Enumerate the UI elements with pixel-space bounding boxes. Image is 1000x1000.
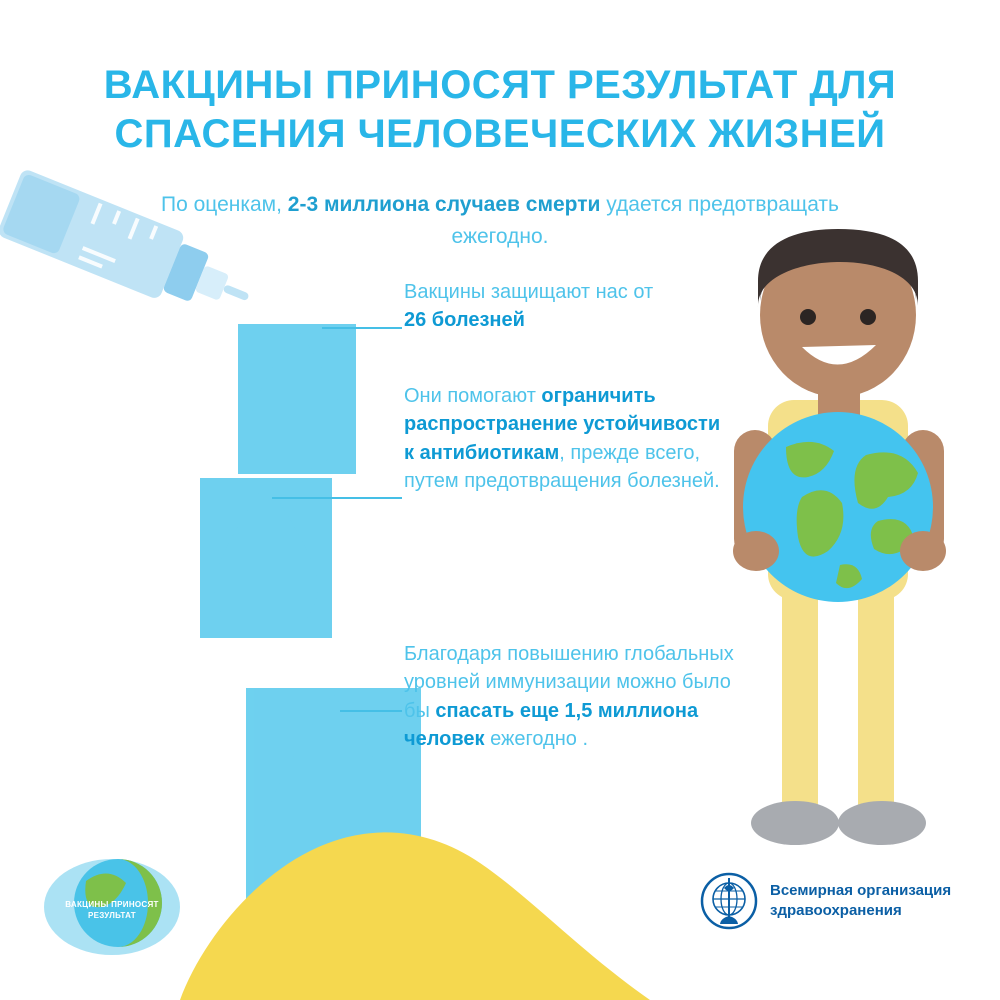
fact-lives-highlight: спасать еще 1,5 миллиона человек — [404, 699, 699, 751]
connector-line-2 — [272, 497, 402, 499]
sand-mound — [180, 815, 650, 1000]
fact-antibiotic-resistance — [404, 382, 724, 496]
fact-antibiotic-part-1: Они помогают — [404, 385, 542, 407]
who-logo-line-1: Всемирная организация — [770, 881, 952, 899]
boy-illustration — [690, 215, 990, 855]
droplet-icon — [238, 324, 356, 474]
page-subtitle-highlight: 2-3 миллиона случаев смерти — [287, 193, 601, 216]
connector-line-3 — [340, 710, 402, 712]
who-emblem-icon — [700, 872, 758, 930]
connector-line-1 — [322, 327, 402, 329]
campaign-badge-line-1: ВАКЦИНЫ ПРИНОСЯТ — [65, 900, 159, 909]
fact-lives-part-2: ежегодно . — [484, 728, 589, 751]
page-title-line-1: ВАКЦИНЫ ПРИНОСЯТ РЕЗУЛЬТАТ ДЛЯ — [103, 62, 897, 107]
globe-icon — [743, 412, 933, 602]
who-logo — [700, 872, 951, 930]
who-logo-text — [770, 881, 951, 922]
droplet-icon — [200, 478, 332, 638]
fact-diseases-highlight: 26 болезней — [404, 309, 525, 332]
who-logo-line-2: здравоохранения — [770, 902, 902, 919]
campaign-badge-line-2: РЕЗУЛЬТАТ — [88, 910, 136, 920]
fact-antibiotic-highlight: ограничить распространение устойчивости к антибиотикам — [404, 385, 721, 464]
campaign-badge-text — [52, 900, 172, 922]
page-subtitle-part-1: По оценкам, — [161, 193, 288, 216]
page-title — [90, 61, 910, 159]
page-title-line-2: СПАСЕНИЯ ЧЕЛОВЕЧЕСКИХ ЖИЗНЕЙ — [114, 111, 886, 156]
fact-lives-part-1: Благодаря повышению глобальных уровней иммунизации можно было бы — [404, 643, 734, 722]
fact-diseases — [404, 278, 664, 335]
fact-antibiotic-part-2: , прежде всего, путем предотвращения болезней. — [404, 441, 720, 493]
page-subtitle-part-2: удается предотвращать ежегодно. — [451, 193, 839, 248]
fact-diseases-part-1: Вакцины защищают нас от — [404, 281, 654, 303]
